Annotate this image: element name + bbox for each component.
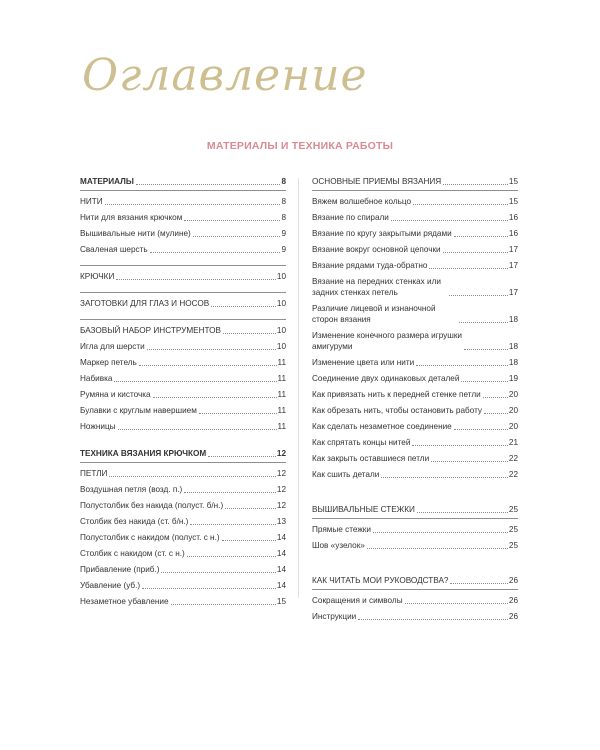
toc-entry-page: 9 xyxy=(281,245,286,254)
toc-entry-title: Прибавление (приб.) xyxy=(80,565,160,574)
toc-entry-page: 25 xyxy=(508,541,518,550)
toc-entry-title: МАТЕРИАЛЫ xyxy=(80,177,134,186)
toc-entry-page: 12 xyxy=(276,501,286,510)
toc-entry-title: Соединение двух одинаковых деталей xyxy=(312,374,460,383)
toc-entry-title: Как спрятать концы нитей xyxy=(312,438,411,447)
toc-entry[interactable] xyxy=(80,244,286,255)
toc-entry-page: 18 xyxy=(508,315,518,324)
toc-entry-title: Как закрыть оставшиеся петли xyxy=(312,454,430,463)
toc-entry-title: Набивка xyxy=(80,374,113,383)
toc-entry-page: 15 xyxy=(508,177,518,186)
toc-leader xyxy=(443,251,508,253)
toc-entry[interactable] xyxy=(80,484,286,495)
toc-entry-title: Прямые стежки xyxy=(312,525,371,534)
toc-entry-title: Столбик без накида (ст. б/н.) xyxy=(80,517,189,526)
toc-entry-title: Воздушная петля (возд. п.) xyxy=(80,485,183,494)
toc-leader xyxy=(187,555,276,557)
toc-leader xyxy=(208,455,276,457)
toc-entry-title: Вязание по кругу закрытыми рядами xyxy=(312,229,452,238)
toc-entry-title: Незаметное убавление xyxy=(80,597,169,606)
toc-entry[interactable] xyxy=(80,564,286,575)
section-heading: МАТЕРИАЛЫ И ТЕХНИКА РАБОТЫ xyxy=(206,140,394,152)
toc-leader xyxy=(190,523,276,525)
toc-entry[interactable] xyxy=(312,176,518,187)
toc-entry[interactable] xyxy=(312,244,518,255)
toc-entry-page: 18 xyxy=(508,358,518,367)
toc-entry-title: Игла для шерсти xyxy=(80,342,145,351)
toc-leader xyxy=(405,602,508,604)
toc-entry-title: Как сшить детали xyxy=(312,470,380,479)
toc-entry-title: Изменение цвета или нити xyxy=(312,358,415,367)
toc-leader xyxy=(443,183,508,185)
toc-leader xyxy=(484,412,508,414)
toc-entry[interactable] xyxy=(312,276,518,298)
toc-entry-title: БАЗОВЫЙ НАБОР ИНСТРУМЕНТОВ xyxy=(80,326,221,335)
toc-entry[interactable] xyxy=(80,319,286,336)
toc-entry[interactable] xyxy=(80,292,286,309)
toc-leader xyxy=(139,364,277,366)
toc-entry-title: Полустолбик с накидом (полуст. с н.) xyxy=(80,533,220,542)
toc-entry[interactable] xyxy=(312,518,518,535)
toc-entry[interactable] xyxy=(80,389,286,400)
toc-entry-title: ВЫШИВАЛЬНЫЕ СТЕЖКИ xyxy=(312,505,415,514)
toc-leader xyxy=(222,539,276,541)
toc-entry-page: 17 xyxy=(508,245,518,254)
toc-entry-page: 21 xyxy=(508,438,518,447)
toc-entry-page: 14 xyxy=(276,581,286,590)
toc-leader xyxy=(136,183,281,185)
toc-entry-title: Нити для вязания крючком xyxy=(80,213,183,222)
toc-leader xyxy=(109,475,275,477)
toc-leader xyxy=(223,332,276,334)
toc-entry-page: 17 xyxy=(508,261,518,270)
toc-entry[interactable] xyxy=(312,589,518,606)
toc-entry-page: 11 xyxy=(277,390,286,399)
toc-entry-page: 15 xyxy=(508,197,518,206)
toc-leader xyxy=(118,428,277,430)
toc-entry-page: 10 xyxy=(276,326,286,335)
toc-entry-title: ОСНОВНЫЕ ПРИЕМЫ ВЯЗАНИЯ xyxy=(312,177,442,186)
toc-leader xyxy=(417,511,508,513)
toc-entry-title: Маркер петель xyxy=(80,358,137,367)
toc-leader xyxy=(184,219,280,221)
toc-entry-page: 14 xyxy=(276,565,286,574)
toc-leader xyxy=(412,444,507,446)
toc-entry[interactable] xyxy=(312,389,518,400)
toc-leader xyxy=(454,428,508,430)
toc-entry[interactable] xyxy=(80,516,286,527)
toc-entry-page: 16 xyxy=(508,213,518,222)
toc-entry-page: 17 xyxy=(508,288,518,297)
toc-entry[interactable] xyxy=(312,469,518,480)
toc-entry-title: Различие лицевой и изнаночной сторон вязания xyxy=(312,304,436,324)
toc-entry[interactable] xyxy=(312,212,518,223)
toc-entry[interactable] xyxy=(80,176,286,187)
toc-entry[interactable] xyxy=(312,190,518,207)
toc-leader xyxy=(431,460,508,462)
toc-entry-page: 20 xyxy=(508,390,518,399)
toc-entry[interactable] xyxy=(312,260,518,271)
toc-entry-page: 14 xyxy=(276,533,286,542)
toc-leader xyxy=(381,476,508,478)
toc-entry-title: Булавки с круглым навершием xyxy=(80,406,197,415)
toc-entry[interactable] xyxy=(80,548,286,559)
toc-entry-page: 20 xyxy=(508,422,518,431)
toc-entry-page: 22 xyxy=(508,454,518,463)
toc-entry-title: ПЕТЛИ xyxy=(80,469,108,478)
toc-entry-page: 10 xyxy=(276,299,286,308)
toc-leader xyxy=(171,603,276,605)
toc-entry-page: 16 xyxy=(508,229,518,238)
toc-entry-title: Вышивальные нити (мулине) xyxy=(80,229,191,238)
toc-entry[interactable] xyxy=(80,580,286,591)
toc-entry[interactable] xyxy=(80,421,286,432)
toc-entry-page: 18 xyxy=(508,342,518,351)
toc-leader xyxy=(416,364,508,366)
toc-leader xyxy=(367,547,508,549)
toc-leader xyxy=(483,396,508,398)
toc-entry[interactable] xyxy=(80,448,286,459)
toc-leader xyxy=(114,380,276,382)
toc-leader xyxy=(153,396,277,398)
toc-entry-title: Вязание на передних стенках или задних стенках петель xyxy=(312,277,441,297)
toc-entry-title: Полустолбик без накида (полуст. б/н.) xyxy=(80,501,224,510)
toc-leader xyxy=(459,321,508,323)
toc-entry[interactable] xyxy=(312,330,518,352)
toc-entry[interactable] xyxy=(312,437,518,448)
toc-entry[interactable] xyxy=(312,228,518,239)
toc-entry[interactable] xyxy=(80,265,286,282)
toc-entry-title: Ножницы xyxy=(80,422,116,431)
toc-leader xyxy=(454,235,508,237)
toc-entry-page: 26 xyxy=(508,576,518,585)
toc-leader xyxy=(464,348,508,350)
toc-entry-page: 11 xyxy=(277,422,286,431)
toc-entry[interactable] xyxy=(312,575,518,586)
toc-entry-title: Шов «узелок» xyxy=(312,541,365,550)
toc-leader xyxy=(225,507,276,509)
toc-leader xyxy=(461,380,507,382)
toc-entry-page: 11 xyxy=(277,358,286,367)
toc-leader xyxy=(449,294,508,296)
toc-entry[interactable] xyxy=(312,611,518,622)
toc-leader xyxy=(147,348,276,350)
toc-entry-title: Сваленая шерсть xyxy=(80,245,148,254)
toc-entry-page: 20 xyxy=(508,406,518,415)
toc-entry[interactable] xyxy=(312,405,518,416)
toc-entry[interactable] xyxy=(312,373,518,384)
toc-entry-title: Убавление (уб.) xyxy=(80,581,141,590)
toc-entry-title: НИТИ xyxy=(80,197,103,206)
toc-entry-title: Изменение конечного размера игрушки амигуруми xyxy=(312,331,462,351)
toc-entry-page: 12 xyxy=(276,469,286,478)
toc-column-right xyxy=(312,176,518,622)
toc-entry[interactable] xyxy=(312,357,518,368)
toc-entry[interactable] xyxy=(80,190,286,207)
toc-leader xyxy=(199,412,277,414)
toc-entry-page: 12 xyxy=(276,449,286,458)
toc-entry[interactable] xyxy=(80,462,286,479)
toc-entry[interactable] xyxy=(80,341,286,352)
column-divider xyxy=(298,178,299,598)
toc-entry-page: 9 xyxy=(281,229,286,238)
toc-leader xyxy=(413,203,508,205)
toc-entry[interactable] xyxy=(312,504,518,515)
toc-entry-title: Сокращения и символы xyxy=(312,596,403,605)
toc-entry[interactable] xyxy=(80,500,286,511)
toc-leader xyxy=(450,582,507,584)
toc-leader xyxy=(184,491,276,493)
toc-entry-page: 8 xyxy=(281,213,286,222)
toc-leader xyxy=(429,267,507,269)
toc-entry-title: Столбик с накидом (ст. с н.) xyxy=(80,549,185,558)
toc-entry-title: Румяна и кисточка xyxy=(80,390,151,399)
toc-entry[interactable] xyxy=(312,303,518,325)
toc-leader xyxy=(116,278,276,280)
toc-entry-page: 22 xyxy=(508,470,518,479)
toc-leader xyxy=(391,219,508,221)
toc-entry-page: 26 xyxy=(508,596,518,605)
toc-entry-page: 10 xyxy=(276,342,286,351)
toc-entry-page: 10 xyxy=(276,272,286,281)
toc-entry-page: 8 xyxy=(281,177,286,186)
toc-entry[interactable] xyxy=(80,596,286,607)
toc-entry-page: 26 xyxy=(508,612,518,621)
toc-entry-title: ЗАГОТОВКИ ДЛЯ ГЛАЗ И НОСОВ xyxy=(80,299,210,308)
toc-entry-title: КАК ЧИТАТЬ МОИ РУКОВОДСТВА? xyxy=(312,576,449,585)
toc-entry-title: ТЕХНИКА ВЯЗАНИЯ КРЮЧКОМ xyxy=(80,449,207,458)
toc-leader xyxy=(161,571,275,573)
toc-leader xyxy=(211,305,276,307)
toc-leader xyxy=(142,587,276,589)
toc-entry-title: Как привязать нить к передней стенке петли xyxy=(312,390,481,399)
toc-entry[interactable] xyxy=(80,357,286,368)
toc-entry-title: Как обрезать нить, чтобы остановить работу xyxy=(312,406,483,415)
toc-column-left xyxy=(80,176,286,607)
toc-entry-title: Вязание рядами туда-обратно xyxy=(312,261,428,270)
toc-leader xyxy=(150,251,281,253)
toc-entry-title: КРЮЧКИ xyxy=(80,272,115,281)
toc-entry-page: 14 xyxy=(276,549,286,558)
toc-entry[interactable] xyxy=(80,532,286,543)
toc-leader xyxy=(193,235,281,237)
toc-entry-title: Вязание по спирали xyxy=(312,213,389,222)
toc-entry-page: 11 xyxy=(277,406,286,415)
toc-entry[interactable] xyxy=(80,405,286,416)
toc-entry[interactable] xyxy=(80,228,286,239)
toc-leader xyxy=(105,203,281,205)
toc-entry-title: Вязание вокруг основной цепочки xyxy=(312,245,441,254)
toc-entry-page: 25 xyxy=(508,525,518,534)
toc-entry[interactable] xyxy=(312,540,518,551)
toc-entry-title: Вяжем волшебное кольцо xyxy=(312,197,412,206)
toc-entry-page: 11 xyxy=(277,374,286,383)
page-title: Оглавление xyxy=(82,50,368,101)
toc-entry[interactable] xyxy=(312,453,518,464)
toc-leader xyxy=(358,618,508,620)
toc-entry-title: Как сделать незаметное соединение xyxy=(312,422,452,431)
toc-entry-page: 25 xyxy=(508,505,518,514)
toc-entry-page: 8 xyxy=(281,197,286,206)
toc-entry[interactable] xyxy=(80,212,286,223)
toc-entry-page: 15 xyxy=(276,597,286,606)
toc-entry-page: 19 xyxy=(508,374,518,383)
toc-entry[interactable] xyxy=(312,421,518,432)
toc-entry-title: Инструкции xyxy=(312,612,357,621)
toc-leader xyxy=(373,531,508,533)
toc-entry-page: 12 xyxy=(276,485,286,494)
toc-entry[interactable] xyxy=(80,373,286,384)
toc-entry-page: 13 xyxy=(276,517,286,526)
